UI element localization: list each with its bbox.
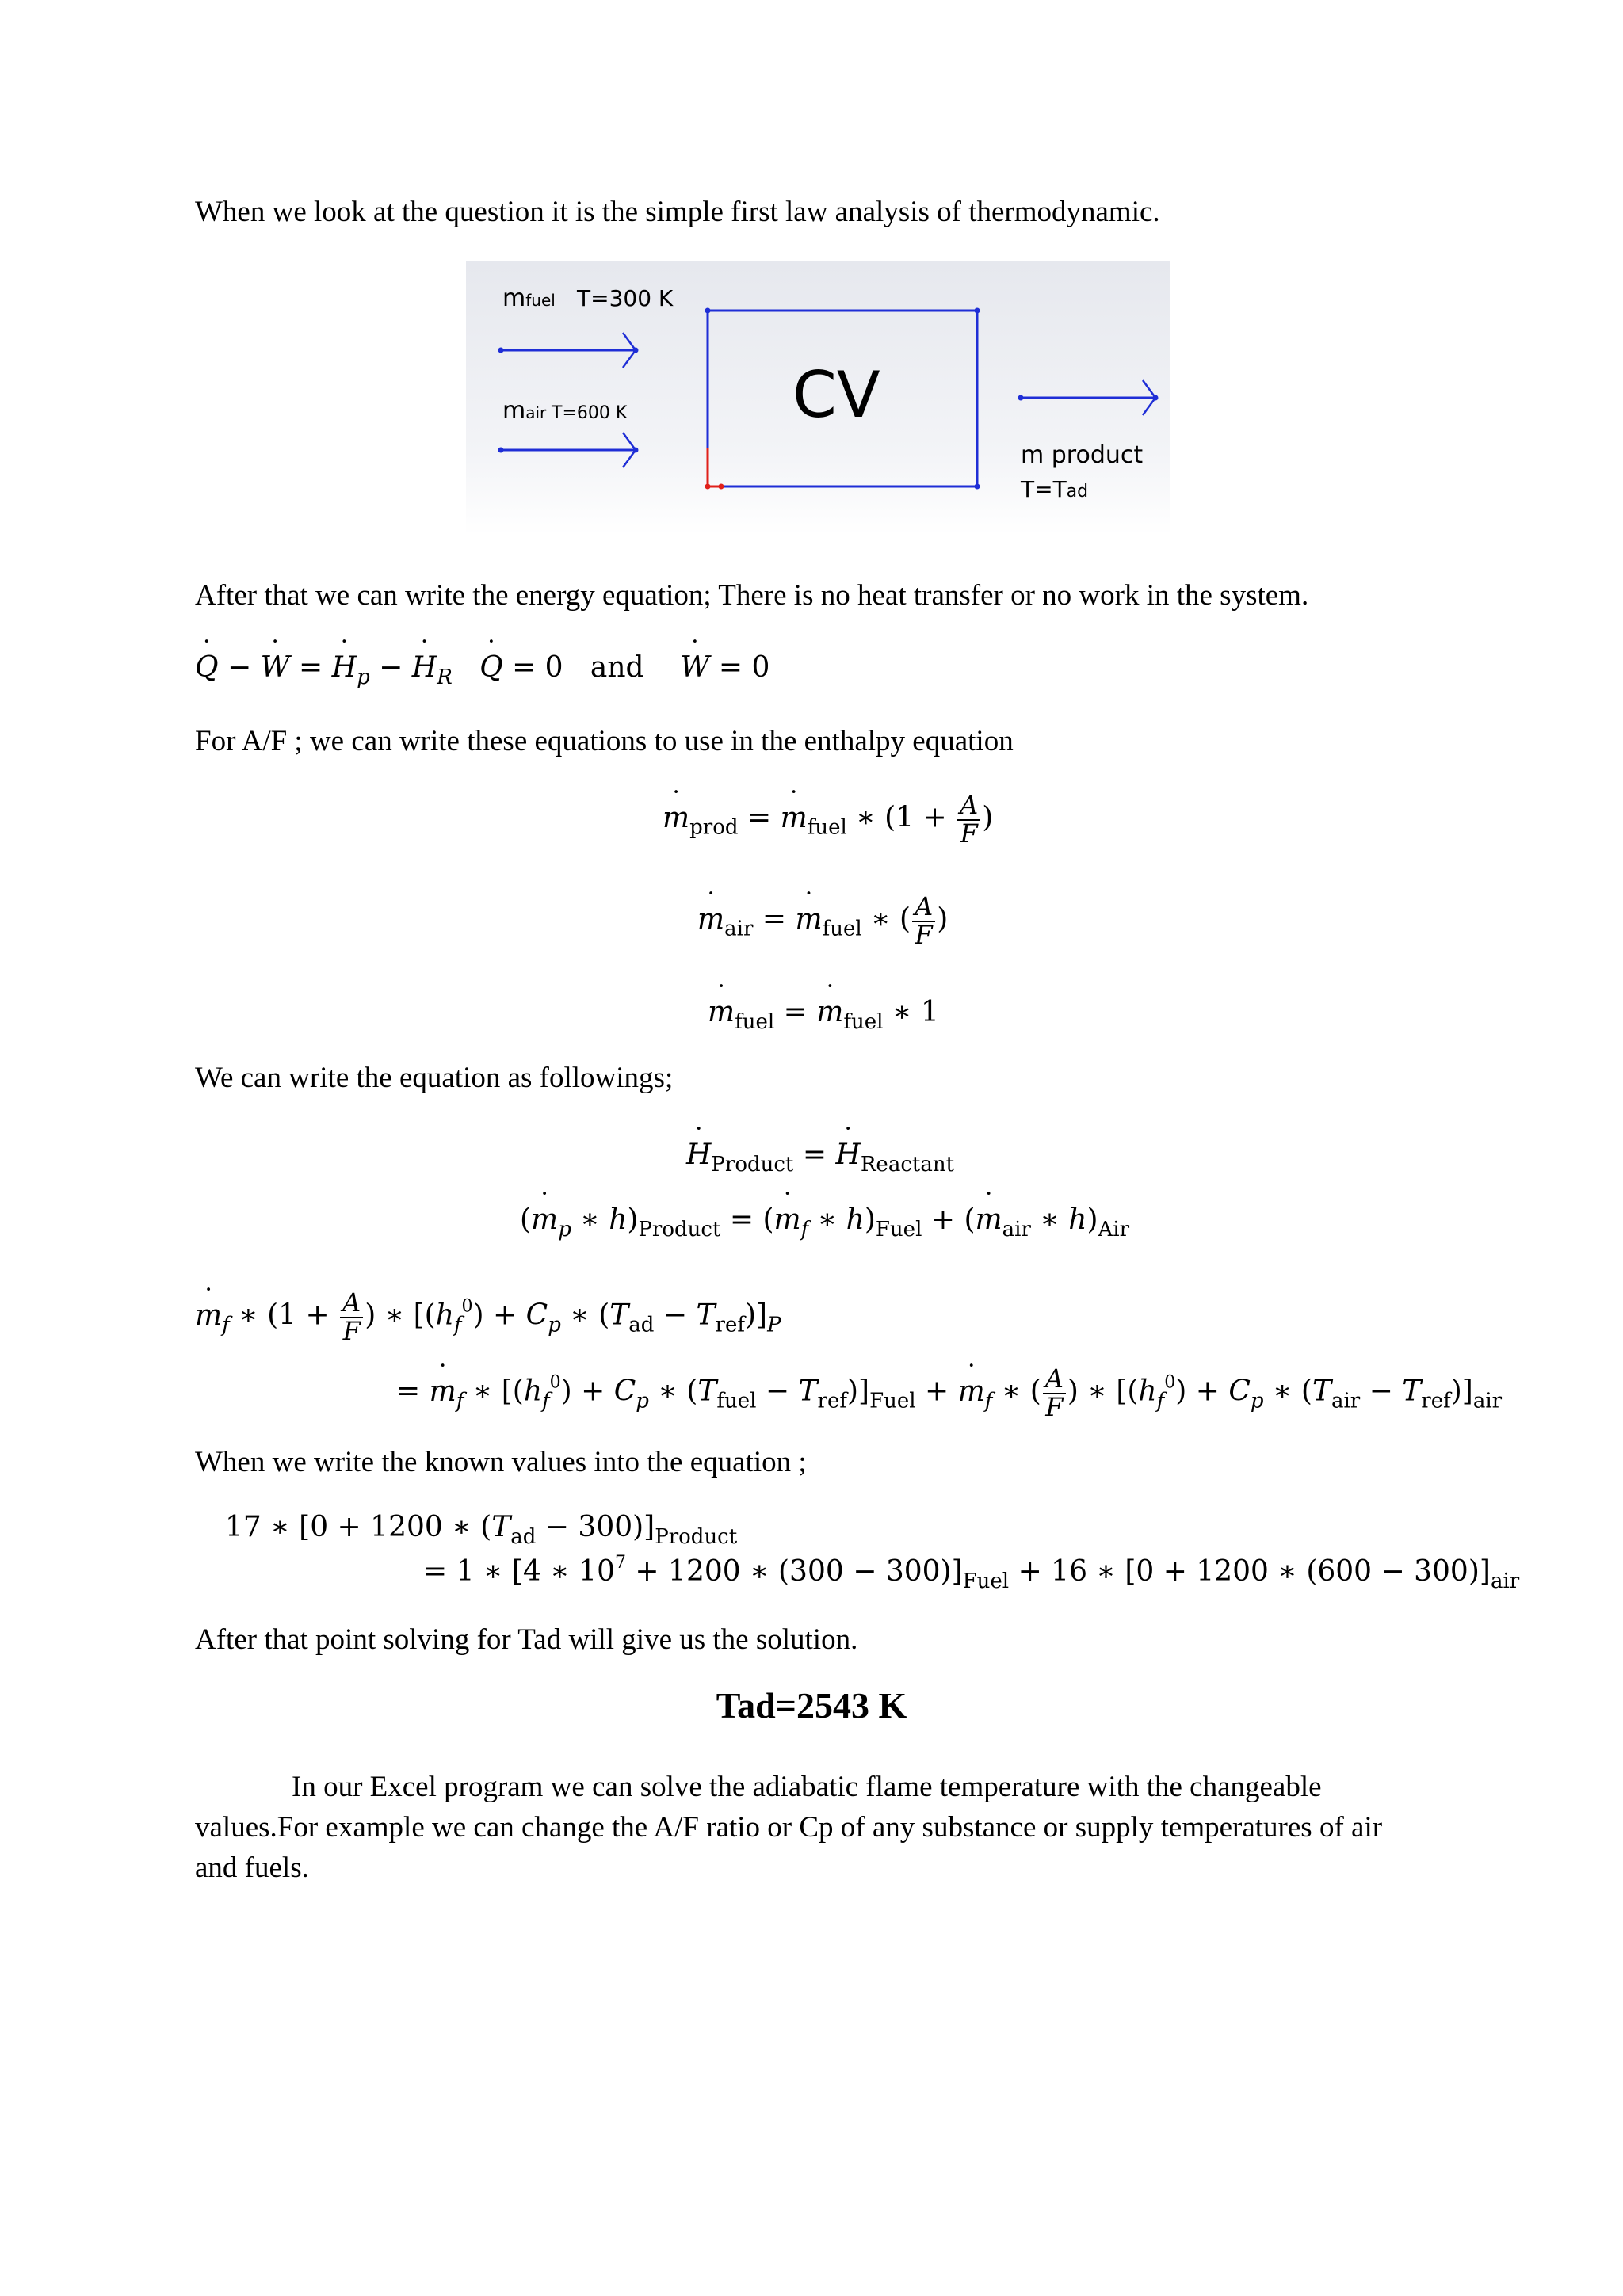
air-temperature-label: T=600 K bbox=[552, 403, 628, 423]
fuel-mass-flow-equation: ˙ $m_{fuel}$ = ˙ $m_{fuel}$ ∗ 1 bbox=[708, 998, 939, 1032]
fuel-mass-label: mfuel bbox=[502, 284, 556, 312]
air-mass-flow-equation: ˙ $m_{air}$ = ˙ $m_{fuel}$ ∗ ( $\frac{A}{F}$ ) bbox=[697, 894, 948, 948]
cv-label: CV bbox=[792, 358, 880, 432]
enthalpy-balance-equation: ˙ $H_{Product}$ = ˙ $H_{Reactant}$ bbox=[686, 1141, 954, 1175]
known-values-text: When we write the known values into the equation ; bbox=[195, 1446, 807, 1478]
result-heading: Tad=2543 K bbox=[716, 1685, 907, 1726]
full-energy-equation-rhs: = ˙ $m_f$ ∗ [$(h_f^0) + C_p$ ∗ $(T_{fuel} - T_{ref})]_{Fuel}$ + ˙ $m_f$ ∗ ( $\frac{A}{F}$ ) ∗ [$(h_f^0) + C_p$ ∗ $(T_{air} - T_{ref})]_{air}$ bbox=[396, 1366, 1502, 1421]
energy-balance-equation: ˙ Q − ˙ W = ˙ $H_p$ − ˙ $H_R$ ˙ Q = 0 and ˙ W = 0 bbox=[195, 654, 769, 688]
solving-text: After that point solving for Tad will give us the solution. bbox=[195, 1623, 858, 1656]
air-mass-label: mair bbox=[502, 397, 547, 425]
product-mass-label: m product bbox=[1021, 441, 1144, 469]
product-mass-flow-equation: ˙ $m_{prod}$ = ˙ $m_{fuel}$ ∗ (1 + $\frac{A}{F}$ ) bbox=[663, 792, 993, 847]
numeric-equation-lhs: 17 ∗ [0 + 1200 ∗ $(T_{ad} - 300)]_{Product}$ bbox=[225, 1511, 738, 1549]
full-energy-equation-lhs: ˙ $m_f$ ∗ (1 + $\frac{A}{F}$ ) ∗ [$(h_f^0) + C_p$ ∗ $(T_{ad} - T_{ref})]_P$ bbox=[195, 1290, 781, 1344]
closing-paragraph: In our Excel program we can solve the adiabatic flame temperature with the changeable values.For example we can change the A/F ratio or Cp of any substance or supply temperatures of air and fuels. bbox=[195, 1771, 1383, 1884]
numeric-equation-rhs: = 1 ∗ [4 ∗ $10^7 + 1200$ ∗ $(300 - 300)]_{Fuel} + 16$ ∗ [0 + 1200 ∗ $(600 - 300)]_{air}$ bbox=[423, 1553, 1520, 1593]
enthalpy-expansion-equation: (˙ $m_p$ ∗ $h)_{Product}$ = (˙ $m_f$ ∗ $h)_{Fuel}$ + (˙ $m_{air}$ ∗ $h)_{Air}$ bbox=[520, 1206, 1129, 1240]
intro-text: When we look at the question it is the simple first law analysis of thermodynamic. bbox=[195, 196, 1160, 228]
fuel-temperature-label: T=300 K bbox=[577, 285, 674, 311]
product-temperature-label: T=Tad bbox=[1021, 476, 1089, 502]
energy-equation-text: After that we can write the energy equation; There is no heat transfer or no work in the system. bbox=[195, 579, 1309, 612]
followings-text: We can write the equation as followings; bbox=[195, 1062, 674, 1094]
control-volume-diagram bbox=[466, 261, 1170, 535]
af-text: For A/F ; we can write these equations to use in the enthalpy equation bbox=[195, 725, 1014, 757]
